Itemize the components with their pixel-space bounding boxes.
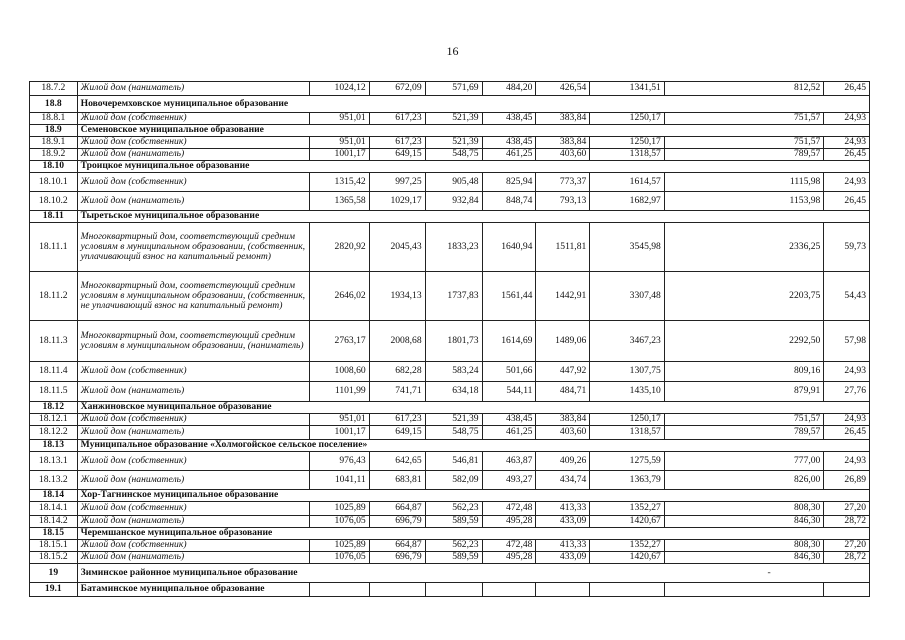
- row-value: 24,93: [824, 362, 870, 382]
- row-code: 18.11.2: [30, 272, 78, 321]
- row-value: 808,30: [664, 540, 824, 552]
- row-description: Жилой дом (собственник): [77, 113, 309, 125]
- table-row: [30, 321, 870, 362]
- row-value: 426,54: [536, 82, 590, 96]
- table-row: [30, 113, 870, 125]
- row-value: 2203,75: [664, 272, 824, 321]
- section-title-text: Хор-Тагнинское муниципальное образование: [80, 489, 279, 501]
- section-title: [77, 564, 869, 583]
- row-description: Жилой дом (собственник): [77, 540, 309, 552]
- row-value: 26,45: [824, 82, 870, 96]
- row-value: 1833,23: [425, 223, 482, 272]
- row-value: 1250,17: [590, 414, 665, 426]
- row-value: 28,72: [824, 552, 870, 564]
- empty-cell: [536, 583, 590, 597]
- row-value: 1001,17: [309, 426, 369, 440]
- row-value: 1511,81: [536, 223, 590, 272]
- section-row: [30, 440, 870, 452]
- empty-cell: [309, 583, 369, 597]
- row-code: 19: [30, 564, 78, 583]
- row-value: 1420,67: [590, 552, 665, 564]
- row-value: 617,23: [369, 113, 425, 125]
- row-code: 18.12.1: [30, 414, 78, 426]
- row-value: 634,18: [425, 382, 482, 402]
- row-description: Жилой дом (наниматель): [77, 552, 309, 564]
- row-value: 54,43: [824, 272, 870, 321]
- table-row: [30, 149, 870, 161]
- row-value: 1737,83: [425, 272, 482, 321]
- section-title: [77, 161, 869, 173]
- row-value: 1435,10: [590, 382, 665, 402]
- row-value: 1442,91: [536, 272, 590, 321]
- tariff-table: [29, 81, 870, 597]
- section-title: Батаминское муниципальное образование: [77, 583, 309, 597]
- row-value: 409,26: [536, 452, 590, 471]
- row-description: Жилой дом (наниматель): [77, 382, 309, 402]
- row-description: Многоквартирный дом, соответствующий средним условиям в муниципальном образовании, (собственник, не уплачивающий взнос на капитальный ремонт): [77, 272, 309, 321]
- row-value: 589,59: [425, 552, 482, 564]
- row-code: 18.8: [30, 96, 78, 113]
- row-value: 24,93: [824, 137, 870, 149]
- row-value: 793,13: [536, 192, 590, 211]
- row-description: Жилой дом (наниматель): [77, 516, 309, 528]
- row-value: 27,76: [824, 382, 870, 402]
- row-code: 18.15: [30, 528, 78, 540]
- table-row: [30, 414, 870, 426]
- row-code: 18.11.4: [30, 362, 78, 382]
- table-row: [30, 452, 870, 471]
- row-value: 1614,69: [482, 321, 536, 362]
- row-value: 28,72: [824, 516, 870, 528]
- row-value: 682,28: [369, 362, 425, 382]
- row-value: 546,81: [425, 452, 482, 471]
- section-title: [77, 211, 869, 223]
- table-row: [30, 82, 870, 96]
- row-code: 18.13: [30, 440, 78, 452]
- row-value: 1024,12: [309, 82, 369, 96]
- row-value: 1561,44: [482, 272, 536, 321]
- empty-cell: [590, 583, 665, 597]
- row-value: 1153,98: [664, 192, 824, 211]
- table-row: [30, 552, 870, 564]
- row-description: Жилой дом (наниматель): [77, 149, 309, 161]
- row-code: 18.13.2: [30, 471, 78, 490]
- row-description: Жилой дом (наниматель): [77, 82, 309, 96]
- row-code: 18.12: [30, 402, 78, 414]
- row-description: Жилой дом (собственник): [77, 137, 309, 149]
- row-value: 951,01: [309, 414, 369, 426]
- row-value: 1076,05: [309, 516, 369, 528]
- empty-cell: [425, 583, 482, 597]
- table-row: [30, 192, 870, 211]
- row-value: 463,87: [482, 452, 536, 471]
- row-description: Жилой дом (собственник): [77, 502, 309, 516]
- section-row: [30, 96, 870, 113]
- row-description: Жилой дом (собственник): [77, 414, 309, 426]
- row-value: 848,74: [482, 192, 536, 211]
- row-value: 1420,67: [590, 516, 665, 528]
- row-value: 751,57: [664, 113, 824, 125]
- row-code: 18.10.1: [30, 173, 78, 192]
- table-row: [30, 426, 870, 440]
- row-value: 1934,13: [369, 272, 425, 321]
- row-code: 18.11.3: [30, 321, 78, 362]
- row-value: 383,84: [536, 137, 590, 149]
- section-title: [77, 96, 869, 113]
- row-value: 649,15: [369, 426, 425, 440]
- row-value: 447,92: [536, 362, 590, 382]
- row-code: 18.15.1: [30, 540, 78, 552]
- section-title-text: Муниципальное образование «Холмогойское сельское поселение»: [80, 439, 368, 451]
- section-row: [30, 161, 870, 173]
- row-value: 26,45: [824, 149, 870, 161]
- section-title-text: Новочеремховское муниципальное образование: [80, 97, 289, 109]
- row-value: 932,84: [425, 192, 482, 211]
- row-value: 997,25: [369, 173, 425, 192]
- row-value: 846,30: [664, 552, 824, 564]
- row-description: Жилой дом (собственник): [77, 362, 309, 382]
- row-value: 548,75: [425, 149, 482, 161]
- row-code: 18.11.5: [30, 382, 78, 402]
- row-value: 3545,98: [590, 223, 665, 272]
- row-value: 461,25: [482, 149, 536, 161]
- row-value: 1363,79: [590, 471, 665, 490]
- row-value: 951,01: [309, 137, 369, 149]
- row-value: 642,65: [369, 452, 425, 471]
- row-value: 589,59: [425, 516, 482, 528]
- row-value: 741,71: [369, 382, 425, 402]
- row-value: 825,94: [482, 173, 536, 192]
- row-code: 18.9.2: [30, 149, 78, 161]
- row-value: 59,73: [824, 223, 870, 272]
- row-value: 571,69: [425, 82, 482, 96]
- row-value: 2763,17: [309, 321, 369, 362]
- row-value: 2045,43: [369, 223, 425, 272]
- row-value: 1250,17: [590, 137, 665, 149]
- row-value: 1307,75: [590, 362, 665, 382]
- page-number: 16: [446, 44, 459, 58]
- row-code: 18.15.2: [30, 552, 78, 564]
- row-value: 562,23: [425, 540, 482, 552]
- row-value: 413,33: [536, 540, 590, 552]
- row-value: 1318,57: [590, 426, 665, 440]
- table-row: [30, 173, 870, 192]
- row-description: Жилой дом (наниматель): [77, 471, 309, 490]
- row-value: 1041,11: [309, 471, 369, 490]
- row-value: 664,87: [369, 502, 425, 516]
- row-value: 521,39: [425, 137, 482, 149]
- section-title: [77, 402, 869, 414]
- row-value: 1250,17: [590, 113, 665, 125]
- row-value: 664,87: [369, 540, 425, 552]
- row-value: 773,37: [536, 173, 590, 192]
- row-value: 617,23: [369, 137, 425, 149]
- row-value: 1101,99: [309, 382, 369, 402]
- section-title-text: Тыретьское муниципальное образование: [80, 210, 260, 222]
- row-value: 27,20: [824, 502, 870, 516]
- row-value: 1008,60: [309, 362, 369, 382]
- row-value: 3467,23: [590, 321, 665, 362]
- row-value: 57,98: [824, 321, 870, 362]
- section-row: [30, 528, 870, 540]
- section-title: [77, 490, 869, 502]
- row-value: 24,93: [824, 452, 870, 471]
- row-value: 1682,97: [590, 192, 665, 211]
- row-value: 472,48: [482, 502, 536, 516]
- table-row: [30, 362, 870, 382]
- section-title-text: Семеновское муниципальное образование: [80, 124, 264, 136]
- row-code: 18.7.2: [30, 82, 78, 96]
- row-value: 808,30: [664, 502, 824, 516]
- row-value: 544,11: [482, 382, 536, 402]
- row-code: 18.11.1: [30, 223, 78, 272]
- row-value: 905,48: [425, 173, 482, 192]
- row-value: 1001,17: [309, 149, 369, 161]
- section-title: [77, 528, 869, 540]
- table-row: [30, 223, 870, 272]
- row-value: 1640,94: [482, 223, 536, 272]
- section-title-text: Черемшанское муниципальное образование: [80, 527, 273, 539]
- section-row: [30, 402, 870, 414]
- tariff-table-body: [30, 82, 870, 597]
- row-code: 18.10.2: [30, 192, 78, 211]
- row-code: 18.9: [30, 125, 78, 137]
- row-description: Жилой дом (наниматель): [77, 426, 309, 440]
- section-row: [30, 125, 870, 137]
- section-title: [77, 125, 869, 137]
- row-description: Жилой дом (собственник): [77, 452, 309, 471]
- row-value: 583,24: [425, 362, 482, 382]
- row-value: 501,66: [482, 362, 536, 382]
- row-value: 826,00: [664, 471, 824, 490]
- row-value: 27,20: [824, 540, 870, 552]
- row-value: 1076,05: [309, 552, 369, 564]
- row-value: 495,28: [482, 552, 536, 564]
- row-value: 2008,68: [369, 321, 425, 362]
- row-value: 1365,58: [309, 192, 369, 211]
- row-value: 1275,59: [590, 452, 665, 471]
- empty-cell: [482, 583, 536, 597]
- table-row: [30, 540, 870, 552]
- empty-cell: [664, 583, 824, 597]
- row-code: 18.14: [30, 490, 78, 502]
- row-value: 1025,89: [309, 540, 369, 552]
- row-value: 2292,50: [664, 321, 824, 362]
- row-value: 434,74: [536, 471, 590, 490]
- row-value: 1025,89: [309, 502, 369, 516]
- row-value: 1352,27: [590, 502, 665, 516]
- row-value: 484,20: [482, 82, 536, 96]
- section-row: [30, 583, 870, 597]
- row-code: 18.12.2: [30, 426, 78, 440]
- row-code: 18.14.2: [30, 516, 78, 528]
- section-title-text: Троицкое муниципальное образование: [80, 160, 250, 172]
- row-value: 472,48: [482, 540, 536, 552]
- row-value: 433,09: [536, 516, 590, 528]
- row-value: 383,84: [536, 113, 590, 125]
- row-value: 1489,06: [536, 321, 590, 362]
- row-value: 1341,51: [590, 82, 665, 96]
- row-value: 26,89: [824, 471, 870, 490]
- table-row: [30, 137, 870, 149]
- section-title: [77, 440, 869, 452]
- row-value: 438,45: [482, 137, 536, 149]
- row-value: 1315,42: [309, 173, 369, 192]
- row-value: 2336,25: [664, 223, 824, 272]
- row-value: 649,15: [369, 149, 425, 161]
- row-description: Жилой дом (наниматель): [77, 192, 309, 211]
- row-value: 24,93: [824, 414, 870, 426]
- row-description: Многоквартирный дом, соответствующий средним условиям в муниципальном образовании, (собственник, уплачивающий взнос на капитальный ремонт): [77, 223, 309, 272]
- row-value: 812,52: [664, 82, 824, 96]
- row-value: 1801,73: [425, 321, 482, 362]
- section-row: [30, 211, 870, 223]
- row-value: 24,93: [824, 173, 870, 192]
- row-value: 696,79: [369, 516, 425, 528]
- row-value: 484,71: [536, 382, 590, 402]
- row-value: 1318,57: [590, 149, 665, 161]
- table-row: [30, 382, 870, 402]
- row-value: 521,39: [425, 113, 482, 125]
- row-code: 18.13.1: [30, 452, 78, 471]
- row-value: 433,09: [536, 552, 590, 564]
- row-value: 521,39: [425, 414, 482, 426]
- row-code: 18.14.1: [30, 502, 78, 516]
- row-value: 1352,27: [590, 540, 665, 552]
- row-value: 1029,17: [369, 192, 425, 211]
- row-code: 19.1: [30, 583, 78, 597]
- row-value: 809,16: [664, 362, 824, 382]
- row-value: 438,45: [482, 414, 536, 426]
- row-value: 1614,57: [590, 173, 665, 192]
- row-value: 2820,92: [309, 223, 369, 272]
- row-value: 438,45: [482, 113, 536, 125]
- row-code: 18.9.1: [30, 137, 78, 149]
- row-value: 493,27: [482, 471, 536, 490]
- row-value: 26,45: [824, 192, 870, 211]
- row-value: 413,33: [536, 502, 590, 516]
- row-value: 383,84: [536, 414, 590, 426]
- row-description: Многоквартирный дом, соответствующий средним условиям в муниципальном образовании, (наниматель): [77, 321, 309, 362]
- row-value: 24,93: [824, 113, 870, 125]
- section-dash: -: [767, 566, 771, 578]
- row-value: 562,23: [425, 502, 482, 516]
- row-value: 1115,98: [664, 173, 824, 192]
- section-row: [30, 490, 870, 502]
- row-value: 582,09: [425, 471, 482, 490]
- row-value: 617,23: [369, 414, 425, 426]
- row-value: 26,45: [824, 426, 870, 440]
- row-value: 789,57: [664, 149, 824, 161]
- row-value: 403,60: [536, 426, 590, 440]
- row-value: 789,57: [664, 426, 824, 440]
- row-value: 846,30: [664, 516, 824, 528]
- row-value: 672,09: [369, 82, 425, 96]
- row-value: 683,81: [369, 471, 425, 490]
- row-value: 751,57: [664, 137, 824, 149]
- section-row: [30, 564, 870, 583]
- row-value: 548,75: [425, 426, 482, 440]
- section-title-text: Зиминское районное муниципальное образование: [80, 566, 298, 578]
- table-row: [30, 516, 870, 528]
- row-value: 461,25: [482, 426, 536, 440]
- row-value: 976,43: [309, 452, 369, 471]
- row-code: 18.11: [30, 211, 78, 223]
- row-value: 2646,02: [309, 272, 369, 321]
- row-code: 18.10: [30, 161, 78, 173]
- table-row: [30, 272, 870, 321]
- row-value: 879,91: [664, 382, 824, 402]
- row-value: 3307,48: [590, 272, 665, 321]
- empty-cell: [824, 583, 870, 597]
- row-value: 951,01: [309, 113, 369, 125]
- row-code: 18.8.1: [30, 113, 78, 125]
- row-value: 495,28: [482, 516, 536, 528]
- row-description: Жилой дом (собственник): [77, 173, 309, 192]
- row-value: 777,00: [664, 452, 824, 471]
- section-title-text: Ханжиновское муниципальное образование: [80, 401, 272, 413]
- row-value: 403,60: [536, 149, 590, 161]
- table-row: [30, 502, 870, 516]
- empty-cell: [369, 583, 425, 597]
- row-value: 696,79: [369, 552, 425, 564]
- row-value: 751,57: [664, 414, 824, 426]
- table-row: [30, 471, 870, 490]
